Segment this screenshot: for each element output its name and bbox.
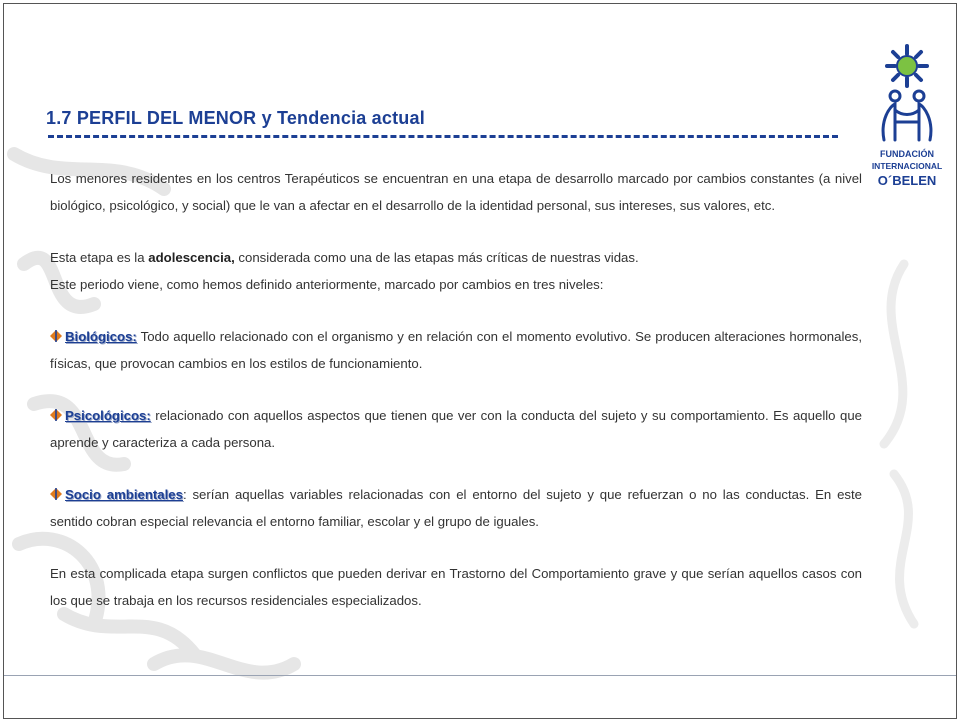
bullet-psychological	[50, 403, 862, 456]
fundacion-logo	[862, 40, 952, 192]
bullet-biological-term: Biológicos:	[65, 329, 137, 344]
bullet-icon	[50, 330, 62, 342]
bullet-psychological-text: relacionado con aquellos aspectos que tienen que ver con la conducta del sujeto y su comportamiento. Es aquello que aprende y caracteriza a cada persona.	[50, 408, 862, 450]
bullet-psychological-term: Psicológicos:	[65, 408, 151, 423]
bullet-icon	[50, 488, 62, 500]
bullet-biological-text: Todo aquello relacionado con el organismo y en relación con el momento evolutivo. Se producen alteraciones hormonales, físicas, que provocan cambios en los estilos de funcionamiento.	[50, 329, 862, 371]
logo-line-2: INTERNACIONAL	[871, 161, 943, 171]
paragraph-adolescence-prefix: Esta etapa es la	[50, 250, 149, 265]
spacer	[50, 535, 862, 561]
spacer	[50, 456, 862, 482]
footer-rule	[4, 675, 956, 676]
logo-line-3: O´BELEN	[877, 173, 937, 188]
paragraph-intro: Los menores residentes en los centros Terapéuticos se encuentran en una etapa de desarrollo marcado por cambios constantes (a nivel biológico, psicológico, y social) que le van a afectar en el desarrollo de la identidad personal, sus intereses, sus valores, etc.	[50, 171, 862, 213]
bullet-socio-environmental-term: Socio ambientales	[65, 487, 183, 502]
spacer	[50, 377, 862, 403]
paragraph-conclusion: En esta complicada etapa surgen conflictos que pueden derivar en Trastorno del Comportamiento grave y que serían aquellos casos con los que se trabaja en los recursos residenciales especializados.	[50, 566, 862, 608]
logo-line-1: FUNDACIÓN	[880, 149, 934, 159]
spacer	[50, 298, 862, 324]
bullet-biological	[50, 324, 862, 377]
sun-icon	[887, 46, 927, 86]
slide-body	[50, 166, 862, 614]
bullet-socio-environmental-text: : serían aquellas variables relacionadas con el entorno del sujeto y que refuerzan o no las conductas. En este sentido cobran especial relevancia el entorno familiar, escolar y el grupo de iguales.	[50, 487, 862, 529]
children-figures-icon	[883, 91, 931, 140]
slide	[3, 3, 957, 719]
paragraph-adolescence-suffix: considerada como una de las etapas más críticas de nuestras vidas.	[234, 250, 639, 265]
adolescence-term: adolescencia,	[148, 250, 235, 265]
title-dashed-rule	[48, 135, 838, 138]
paragraph-adolescence	[50, 245, 862, 272]
paragraph-levels: Este periodo viene, como hemos definido anteriormente, marcado por cambios en tres niveles:	[50, 276, 604, 292]
bullet-icon	[50, 409, 62, 421]
spacer	[50, 219, 862, 245]
slide-title: 1.7 PERFIL DEL MENOR y Tendencia actual	[46, 108, 425, 128]
bullet-socio-environmental	[50, 482, 862, 535]
